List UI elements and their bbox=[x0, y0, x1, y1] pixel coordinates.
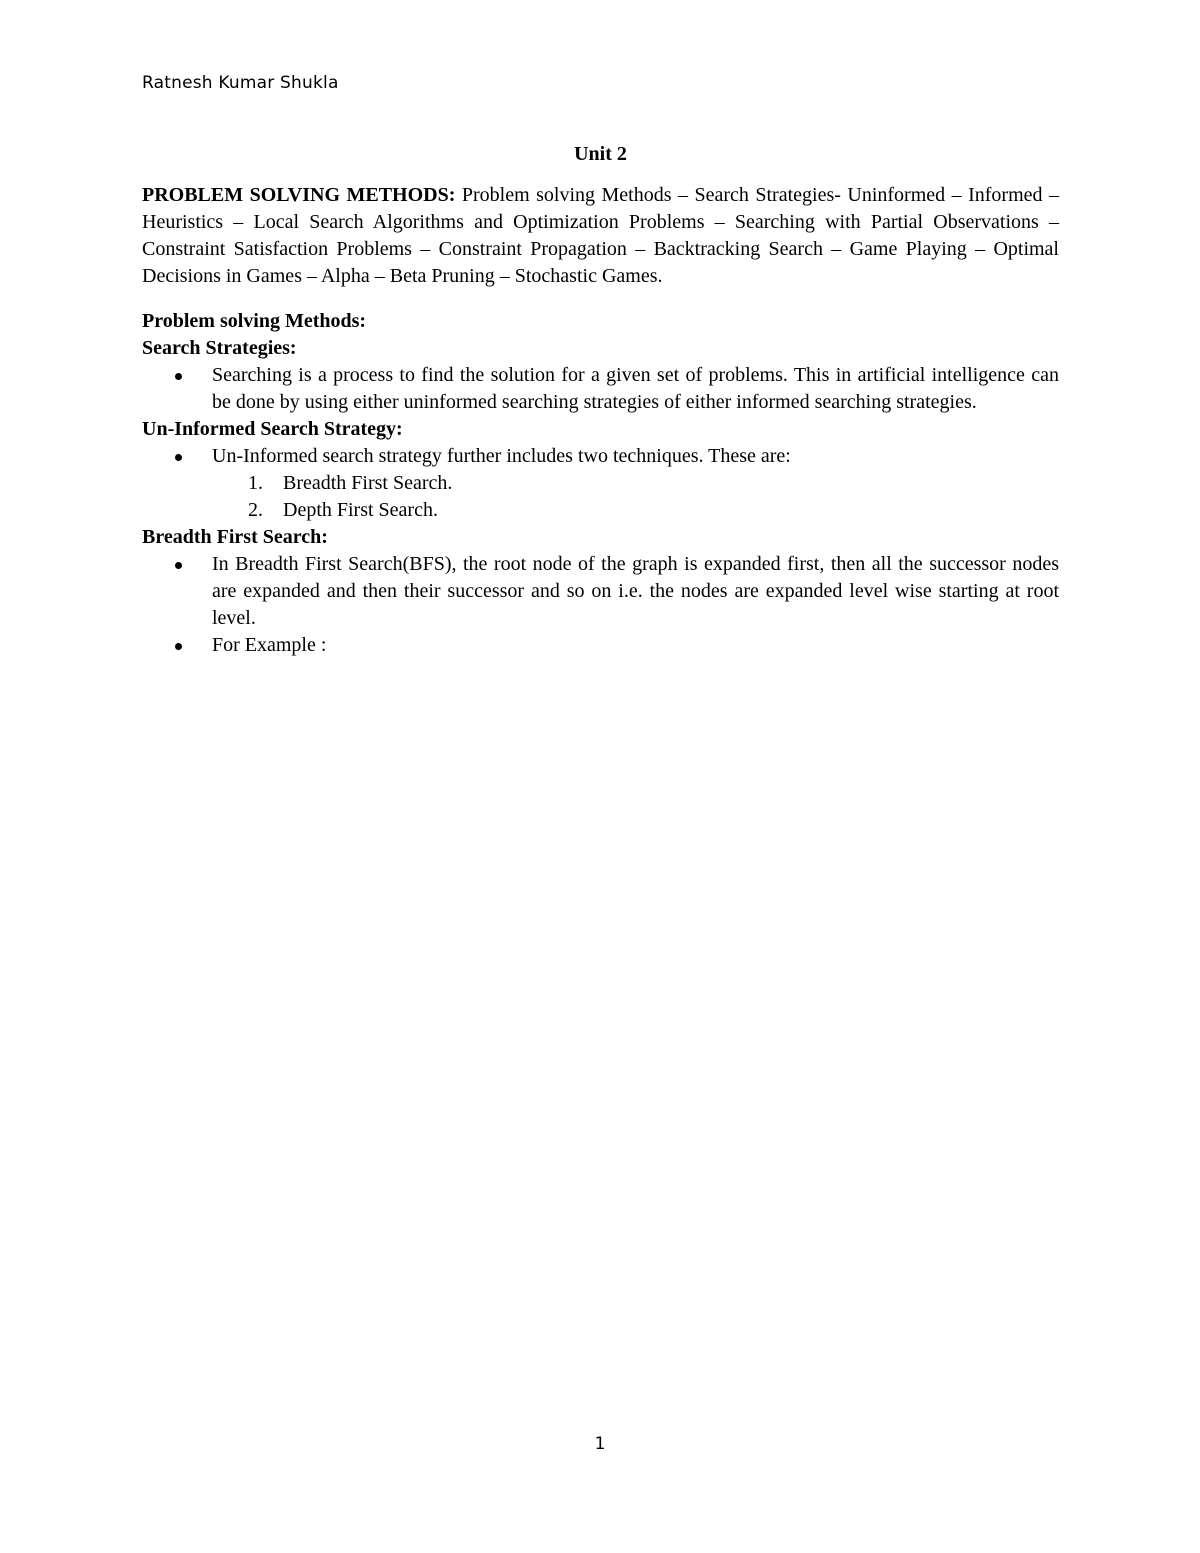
document-body bbox=[142, 140, 1059, 659]
list-item bbox=[142, 632, 1059, 659]
bullet-text: Un-Informed search strategy further includes two techniques. These are: bbox=[212, 445, 791, 467]
item-text: Depth First Search. bbox=[283, 499, 438, 521]
item-number: 2. bbox=[248, 499, 263, 521]
bullet-text: In Breadth First Search(BFS), the root node of the graph is expanded first, then all the successor nodes are expanded and then their successor and so on i.e. the nodes are expanded level wise starting at root level. bbox=[212, 553, 1059, 629]
heading-problem-solving-methods: Problem solving Methods: bbox=[142, 310, 367, 332]
bullet-icon bbox=[175, 454, 182, 461]
page-number: 1 bbox=[594, 1434, 606, 1454]
heading-uninformed-search-strategy: Un-Informed Search Strategy: bbox=[142, 418, 403, 440]
list-item bbox=[142, 551, 1059, 632]
bfs-list bbox=[142, 551, 1059, 659]
bullet-icon bbox=[175, 643, 182, 650]
search-strategies-list bbox=[142, 362, 1059, 416]
bullet-icon bbox=[175, 562, 182, 569]
heading-breadth-first-search: Breadth First Search: bbox=[142, 526, 328, 548]
item-number: 1. bbox=[248, 472, 263, 494]
page-header-author: Ratnesh Kumar Shukla bbox=[142, 73, 339, 93]
list-item bbox=[142, 362, 1059, 416]
syllabus-paragraph bbox=[142, 182, 1059, 290]
bullet-text: Searching is a process to find the solution for a given set of problems. This in artificial intelligence can be done by using either uninformed searching strategies of either informed searching strategies. bbox=[212, 364, 1059, 413]
uninformed-techniques-list bbox=[142, 470, 1059, 524]
bullet-text: For Example : bbox=[212, 634, 327, 656]
numbered-item bbox=[142, 497, 1059, 524]
syllabus-text: Problem solving Methods – Search Strategies- Uninformed – Informed – Heuristics – Local Search Algorithms and Optimization Problems – Searching with Partial Observations – Constraint Satisfaction Problems – Constraint Propagation – Backtracking Search – Game Playing – Optimal Decisions in Games – Alpha – Beta Pruning – Stochastic Games. bbox=[142, 184, 1060, 287]
unit-title: Unit 2 bbox=[574, 143, 627, 165]
numbered-item bbox=[142, 470, 1059, 497]
item-text: Breadth First Search. bbox=[283, 472, 453, 494]
heading-search-strategies: Search Strategies: bbox=[142, 337, 297, 359]
syllabus-label: PROBLEM SOLVING METHODS: bbox=[142, 184, 456, 206]
uninformed-list bbox=[142, 443, 1059, 470]
list-item bbox=[142, 443, 1059, 470]
bullet-icon bbox=[175, 373, 182, 380]
